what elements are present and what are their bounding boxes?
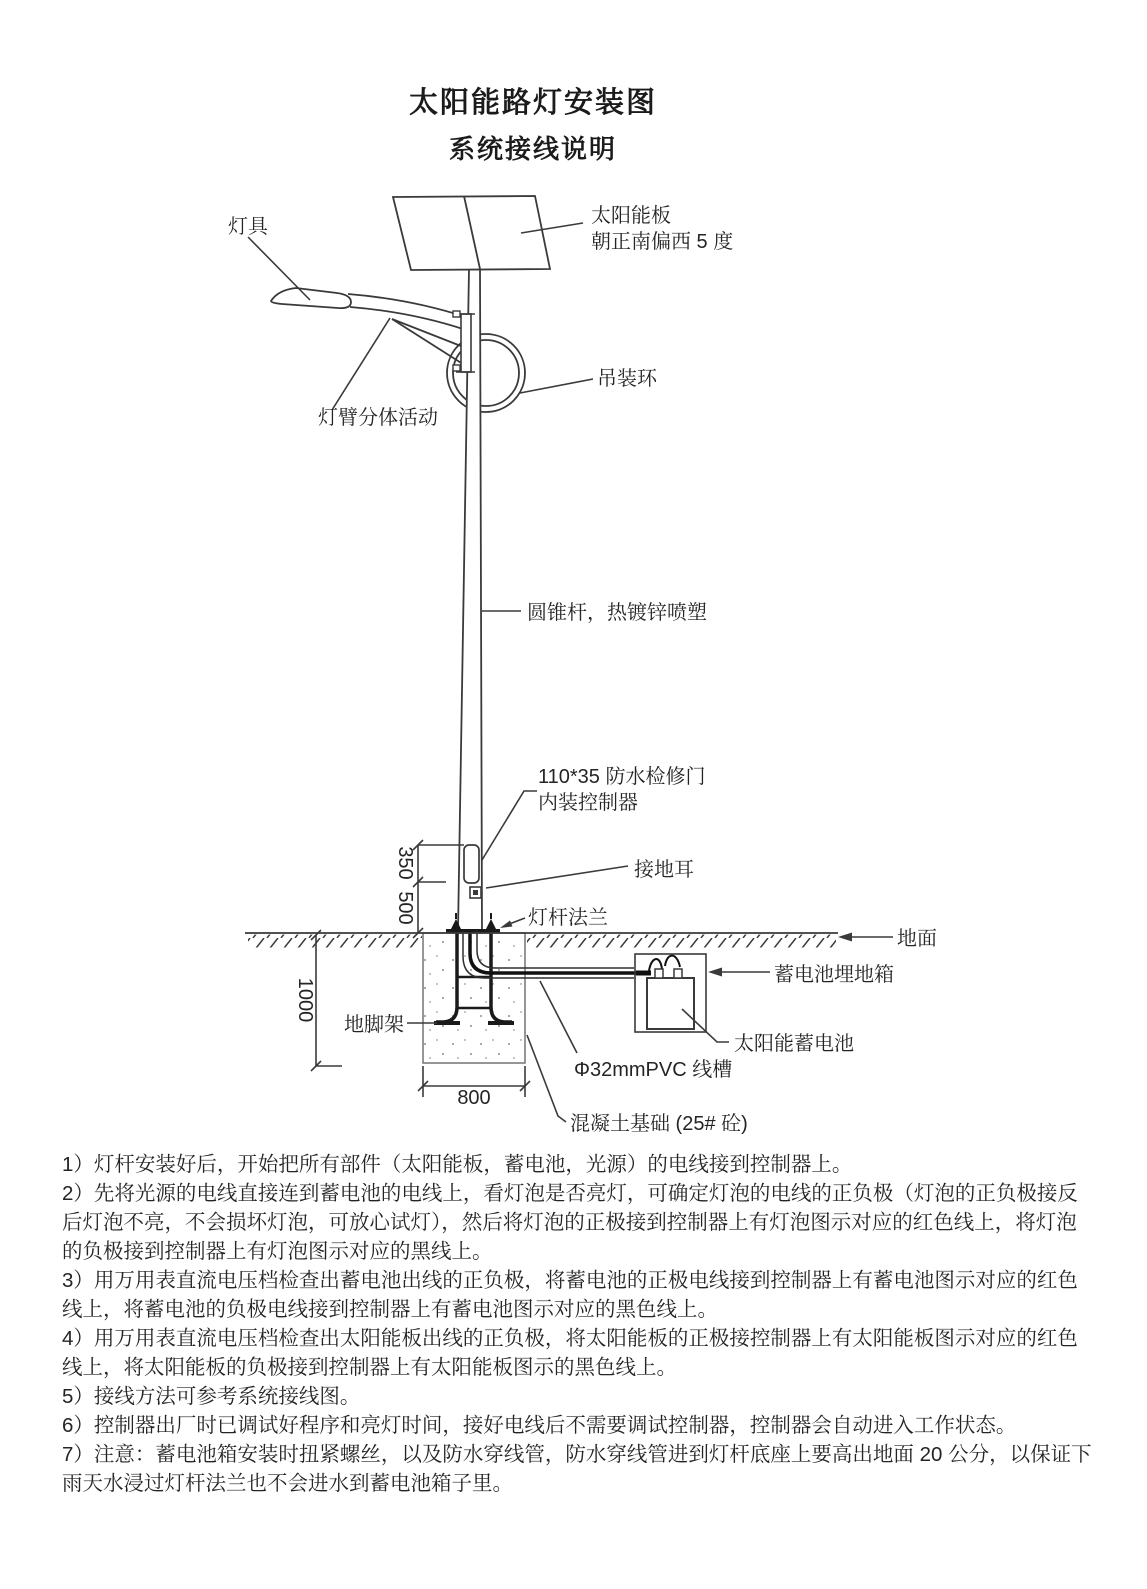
dim-350: 350	[394, 846, 416, 880]
label-battery: 太阳能蓄电池	[734, 1033, 854, 1055]
label-grounding-ear: 接地耳	[634, 859, 694, 881]
label-pole: 圆锥杆，热镀锌喷塑	[527, 602, 707, 624]
instruction-item-6: 6）控制器出厂时已调试好程序和亮灯时间，接好电线后不需要调试控制器，控制器会自动进入工作状态。	[62, 1414, 1017, 1437]
label-ground: 地面	[897, 928, 937, 950]
instruction-item-5: 5）接线方法可参考系统接线图。	[62, 1385, 361, 1408]
label-lamp-arm: 灯臂分体活动	[318, 407, 438, 429]
label-lamp: 灯具	[228, 216, 268, 238]
arm-bracket	[453, 311, 475, 372]
instruction-item-3: 3）用万用表直流电压档检查出蓄电池出线的正负极，将蓄电池的正极电线接到控制器上有蓄电池图示对应的红色线上，将蓄电池的负极电线接到控制器上有蓄电池图示对应的黑色线上。	[62, 1269, 1078, 1321]
dim-1000: 1000	[294, 977, 316, 1023]
page-title: 太阳能路灯安装图	[408, 87, 658, 119]
label-access-door-line1: 110*35 防水检修门	[538, 766, 706, 788]
instruction-list	[62, 1150, 1094, 1498]
label-foundation: 混凝土基础 (25# 砼)	[570, 1113, 748, 1135]
access-door	[464, 845, 479, 883]
solar-panel	[393, 196, 550, 270]
dim-500: 500	[394, 891, 416, 925]
label-pole-flange: 灯杆法兰	[528, 907, 608, 929]
grounding-ear	[470, 887, 481, 898]
page-subtitle: 系统接线说明	[448, 134, 618, 164]
label-solar-panel-line2: 朝正南偏西 5 度	[591, 231, 734, 253]
label-solar-panel-line1: 太阳能板	[591, 205, 671, 227]
lamp-head	[271, 288, 351, 308]
instruction-item-7: 7）注意：蓄电池箱安装时扭紧螺丝，以及防水穿线管，防水穿线管进到灯杆底座上要高出地面 20 公分，以保证下雨天水浸过灯杆法兰也不会进水到蓄电池箱子里。	[62, 1443, 1092, 1495]
battery-box	[635, 954, 706, 1032]
concrete-foundation	[423, 933, 525, 1063]
label-pvc-duct: Φ32mmPVC 线槽	[574, 1059, 733, 1081]
dim-800: 800	[457, 1087, 491, 1109]
instruction-item-2: 2）先将光源的电线直接连到蓄电池的电线上，看灯泡是否亮灯，可确定灯泡的电线的正负极（灯泡的正负极接反后灯泡不亮，不会损坏灯泡，可放心试灯），然后将灯泡的正极接到控制器上有灯泡图示对应的红色线上，将灯泡的负极接到控制器上有灯泡图示对应的黑线上。	[62, 1182, 1078, 1263]
instruction-item-1: 1）灯杆安装好后，开始把所有部件（太阳能板，蓄电池，光源）的电线接到控制器上。	[62, 1153, 853, 1176]
ground-line	[245, 933, 838, 948]
instruction-item-4: 4）用万用表直流电压档检查出太阳能板出线的正负极，将太阳能板的正极接控制器上有太阳能板图示对应的红色线上，将太阳能板的负极接到控制器上有太阳能板图示的黑色线上。	[62, 1327, 1078, 1379]
label-lifting-ring: 吊装环	[597, 368, 657, 390]
label-battery-box: 蓄电池埋地箱	[774, 964, 894, 986]
label-anchor-frame: 地脚架	[344, 1014, 404, 1036]
leader-lines	[248, 223, 893, 1122]
label-access-door-line2: 内装控制器	[538, 792, 638, 814]
